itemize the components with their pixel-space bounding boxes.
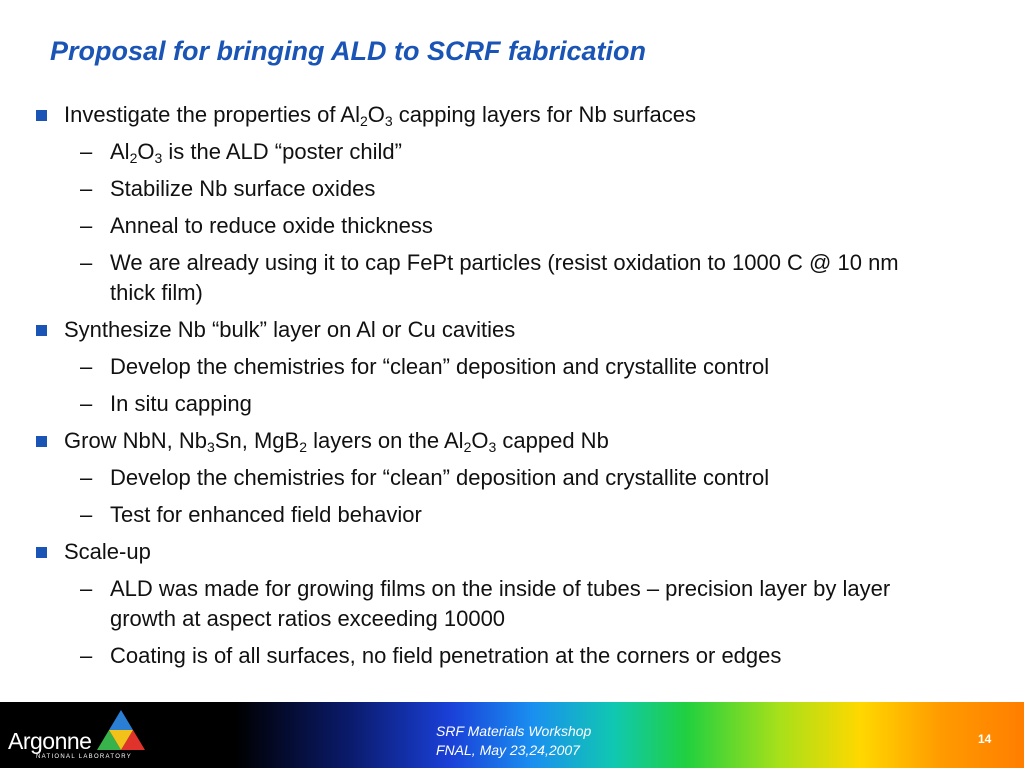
- square-bullet-icon: [36, 436, 47, 447]
- dash-bullet-icon: –: [80, 139, 93, 164]
- dash-bullet-icon: –: [80, 250, 93, 275]
- bullet-item: [0, 100, 1000, 130]
- square-bullet-icon: [36, 110, 47, 121]
- page-number: 14: [978, 732, 992, 746]
- sub-bullet-item: [0, 174, 1000, 204]
- sub-bullet-text: Anneal to reduce oxide thickness: [110, 213, 433, 238]
- sub-bullet-item: [0, 137, 1000, 167]
- workshop-name: SRF Materials Workshop: [436, 723, 592, 739]
- sub-bullet-text: Test for enhanced field behavior: [110, 502, 422, 527]
- dash-bullet-icon: –: [80, 391, 93, 416]
- dash-bullet-icon: –: [80, 576, 93, 601]
- logo-name: Argonne: [8, 728, 92, 754]
- bullet-item: [0, 315, 1000, 345]
- bullet-text: Scale-up: [64, 539, 151, 564]
- dash-bullet-icon: –: [80, 176, 93, 201]
- bullet-text: Investigate the properties of $Al_2O_3$ capping layers for Nb surfaces: [64, 102, 696, 129]
- workshop-info: [436, 722, 591, 760]
- sub-bullet-text: We are already using it to cap FePt particles (resist oxidation to 1000 C @ 10 nm thick film): [110, 250, 899, 305]
- sub-bullet-item: [0, 389, 1000, 419]
- sub-bullet-item: [0, 248, 1000, 308]
- dash-bullet-icon: –: [80, 465, 93, 490]
- dash-bullet-icon: –: [80, 354, 93, 379]
- square-bullet-icon: [36, 325, 47, 336]
- sub-bullet-text: Stabilize Nb surface oxides: [110, 176, 376, 201]
- dash-bullet-icon: –: [80, 213, 93, 238]
- sub-bullet-item: [0, 574, 1000, 634]
- bullet-text: Grow NbN, $Nb_3Sn$, MgB$_2$ layers on the $Al_2O_3$ capped Nb: [64, 428, 609, 455]
- sub-bullet-item: [0, 211, 1000, 241]
- sub-bullet-item: [0, 500, 1000, 530]
- bullet-text: Synthesize Nb “bulk” layer on Al or Cu cavities: [64, 317, 516, 342]
- dash-bullet-icon: –: [80, 502, 93, 527]
- bullet-list: [0, 100, 1000, 678]
- slide-title: Proposal for bringing ALD to SCRF fabrication: [50, 36, 646, 66]
- sub-bullet-item: [0, 463, 1000, 493]
- sub-bullet-text: $Al_2O_3$ is the ALD “poster child”: [110, 139, 402, 166]
- sub-bullet-text: Coating is of all surfaces, no field penetration at the corners or edges: [110, 643, 782, 668]
- sub-bullet-text: ALD was made for growing films on the inside of tubes – precision layer by layer growth at aspect ratios exceeding 10000: [110, 576, 891, 631]
- square-bullet-icon: [36, 547, 47, 558]
- workshop-date: FNAL, May 23,24,2007: [436, 742, 580, 758]
- argonne-triangle-icon: [96, 708, 146, 754]
- argonne-logo: [8, 708, 148, 764]
- dash-bullet-icon: –: [80, 643, 93, 668]
- sub-bullet-item: [0, 352, 1000, 382]
- bullet-item: [0, 426, 1000, 456]
- footer-banner: [0, 702, 1024, 768]
- logo-subtitle: NATIONAL LABORATORY: [36, 754, 133, 760]
- sub-bullet-text: Develop the chemistries for “clean” deposition and crystallite control: [110, 354, 770, 379]
- sub-bullet-item: [0, 641, 1000, 671]
- sub-bullet-text: Develop the chemistries for “clean” deposition and crystallite control: [110, 465, 770, 490]
- sub-bullet-text: In situ capping: [110, 391, 252, 416]
- bullet-item: [0, 537, 1000, 567]
